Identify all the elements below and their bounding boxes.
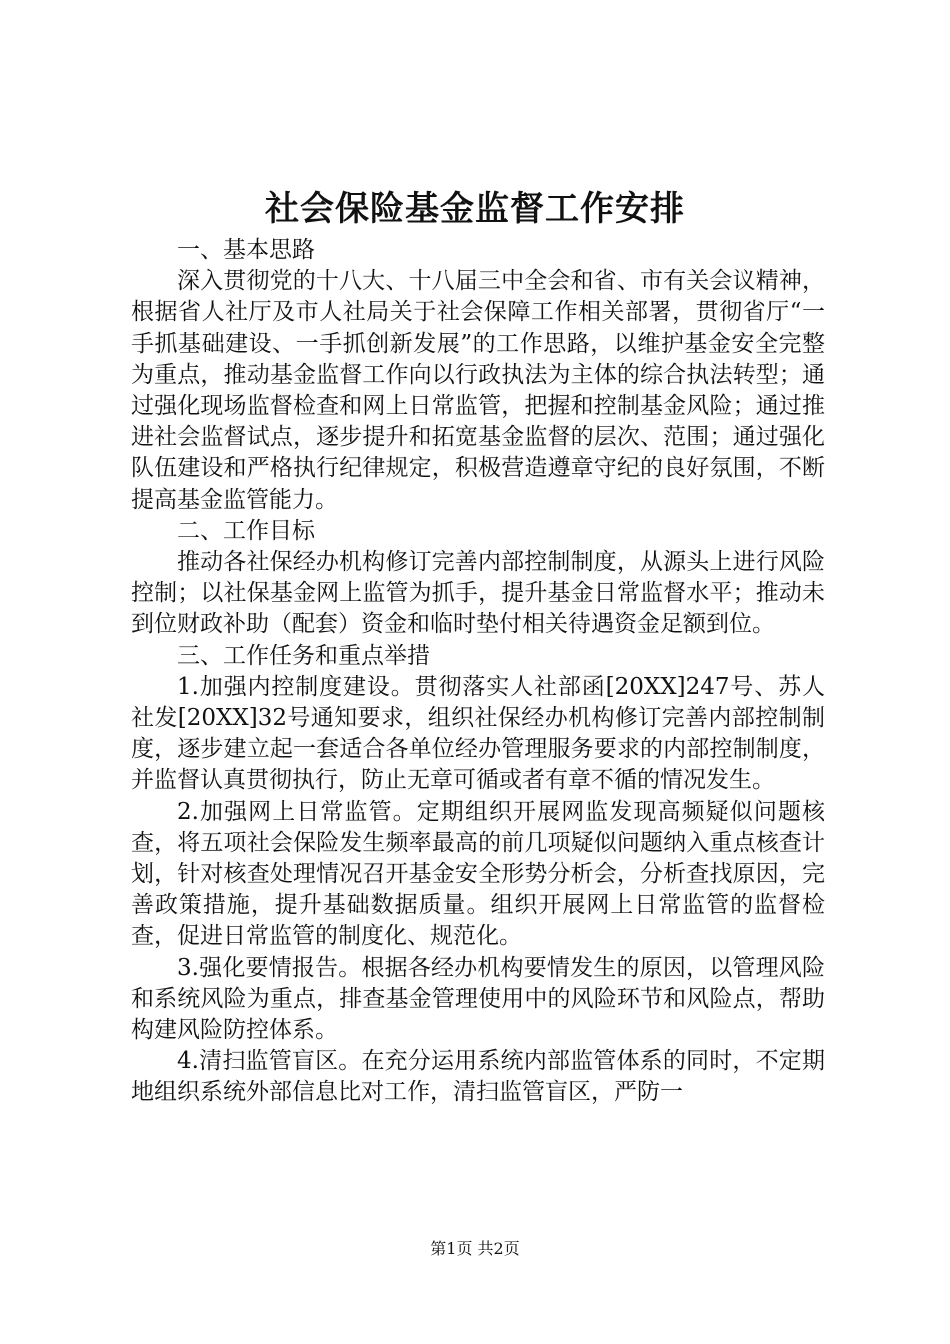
document-title: 社会保险基金监督工作安排 xyxy=(265,189,685,229)
section-heading-goals: 二、工作目标 xyxy=(177,517,315,544)
document-body xyxy=(131,235,825,1109)
paragraph-task-1: 1.加强内控制度建设。贯彻落实人社部函[20XX]247号、苏人社发[20XX]32号通知要求，组织社保经办机构修订完善内部控制制度，逐步建立起一套适合各单位经办管理服务要求的内部控制制度，并监督认真贯彻执行，防止无章可循或者有章不循的情况发生。 xyxy=(131,673,825,794)
section-heading-basic-approach: 一、基本思路 xyxy=(177,237,315,263)
section-heading-tasks: 三、工作任务和重点举措 xyxy=(177,642,430,669)
paragraph-basic-approach: 深入贯彻党的十八大、十八届三中全会和省、市有关会议精神，根据省人社厅及市人社局关于社会保障工作相关部署，贯彻省厅“一手抓基础建设、一手抓创新发展”的工作思路，以维护基金安全完整为重点，推动基金监督工作向以行政执法为主体的综合执法转型；通过强化现场监督检查和网上日常监管，把握和控制基金风险；通过推进社会监督试点，逐步提升和拓宽基金监督的层次、范围；通过强化队伍建设和严格执行纪律规定，积极营造遵章守纪的良好氛围，不断提高基金监管能力。 xyxy=(131,268,825,513)
paragraph-task-2: 2.加强网上日常监管。定期组织开展网监发现高频疑似问题核查，将五项社会保险发生频率最高的前几项疑似问题纳入重点核查计划，针对核查处理情况召开基金安全形势分析会，分析查找原因，完善政策措施，提升基础数据质量。组织开展网上日常监管的监督检查，促进日常监管的制度化、规范化。 xyxy=(131,798,825,950)
paragraph-goals: 推动各社保经办机构修订完善内部控制制度，从源头上进行风险控制；以社保基金网上监管为抓手，提升基金日常监督水平；推动未到位财政补助（配套）资金和临时垫付相关待遇资金足额到位。 xyxy=(131,549,825,638)
paragraph-task-4: 4.清扫监管盲区。在充分运用系统内部监管体系的同时，不定期地组织系统外部信息比对工作，清扫监管盲区，严防一 xyxy=(131,1048,825,1106)
paragraph-task-3: 3.强化要情报告。根据各经办机构要情发生的原因，以管理风险和系统风险为重点，排查基金管理使用中的风险环节和风险点，帮助构建风险防控体系。 xyxy=(131,954,825,1044)
page-number-footer: 第1页 共2页 xyxy=(430,1239,520,1258)
